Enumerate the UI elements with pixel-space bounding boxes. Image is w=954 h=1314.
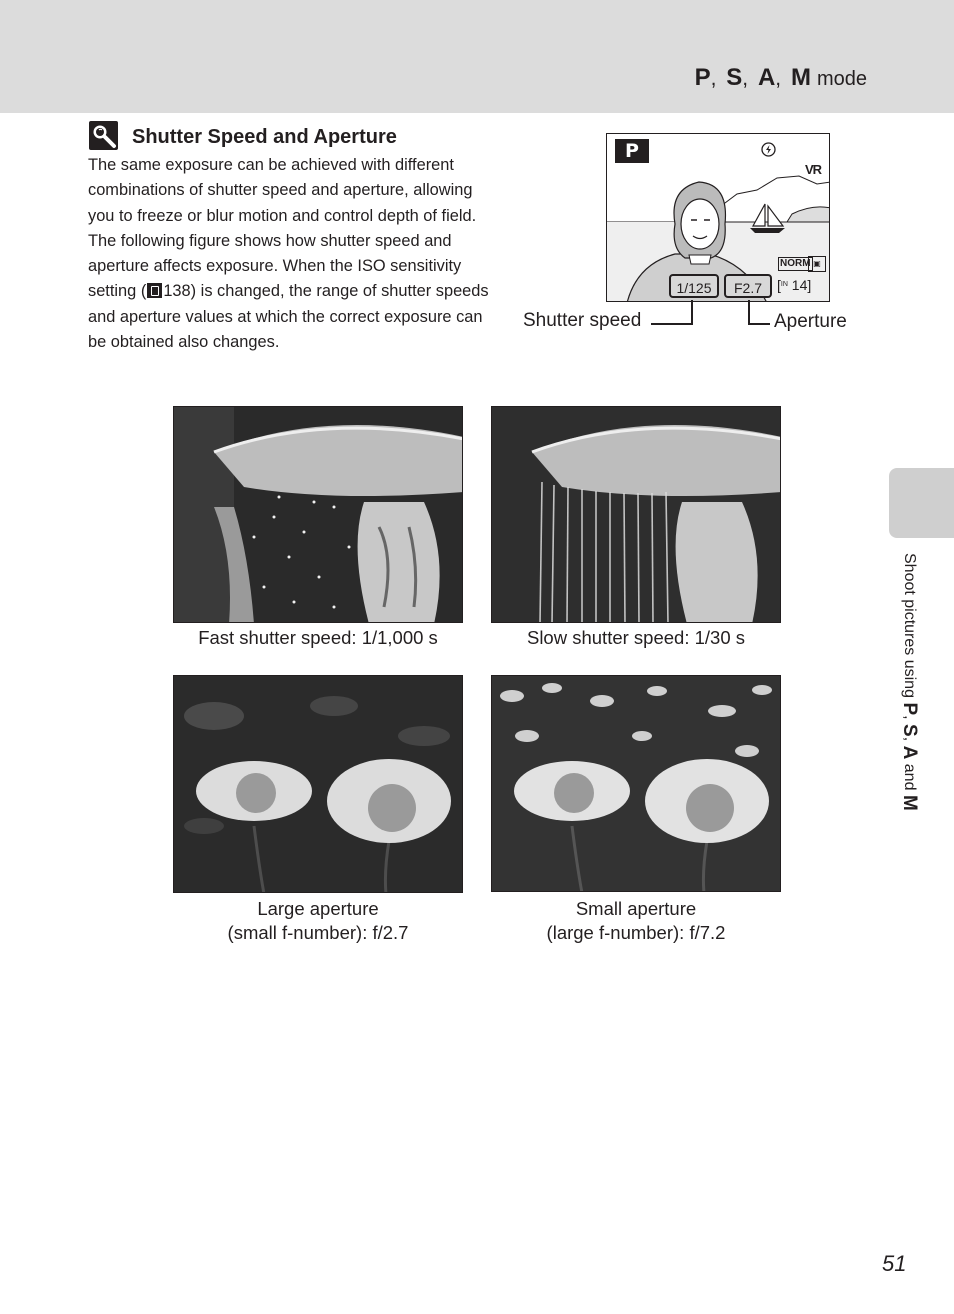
page-header-band (0, 0, 954, 113)
side-letter-p: P (899, 702, 920, 716)
body-line: The same exposure can be achieved with different (88, 156, 454, 174)
mode-letter-a: A (757, 64, 776, 91)
shooting-mode-indicator: P (615, 139, 649, 163)
page-reference-icon (147, 283, 162, 298)
body-line: be obtained also changes. (88, 333, 280, 352)
aperture-label: Aperture (774, 311, 847, 332)
body-line: combinations of shutter speed and aperture, allowing (88, 181, 473, 200)
aperture-leader-line (748, 300, 770, 325)
body-line-with-reference (88, 279, 508, 304)
chapter-side-label: Shoot pictures using P, S, A and M (899, 553, 920, 811)
side-label-joiner: and (901, 763, 918, 791)
flash-auto-icon (761, 142, 776, 157)
fountain-slow-shutter-photo (491, 406, 781, 623)
vibration-reduction-indicator: VR (805, 162, 822, 177)
image-quality-indicator: NORM (780, 258, 811, 269)
mode-letter-s: S (726, 64, 743, 91)
section-heading: Shutter Speed and Aperture (132, 126, 397, 148)
flowers-large-aperture-photo (173, 675, 463, 893)
side-letter-s: S (899, 724, 920, 737)
mode-letter-p: P (694, 64, 711, 91)
body-line-pre: setting ( (88, 282, 147, 301)
shutter-speed-value: 1/125 (669, 274, 719, 298)
side-letter-m: M (899, 794, 920, 811)
shutter-speed-leader-line (651, 300, 693, 325)
chapter-thumb-tab (889, 468, 954, 538)
frames-remaining-count: 14 (791, 277, 808, 293)
body-paragraph (88, 153, 508, 355)
body-line: aperture affects exposure. When the ISO sensitivity (88, 257, 462, 276)
body-line: you to freeze or blur motion and control depth of field. (88, 206, 477, 225)
internal-memory-icon: IN (780, 281, 788, 288)
fountain-fast-shutter-photo (173, 406, 463, 623)
caption-line: (large f-number): f/7.2 (546, 922, 726, 943)
camera-monitor-illustration (606, 133, 830, 302)
body-line: and aperture values at which the correct exposure can (88, 307, 483, 326)
figure-caption-slow-shutter: Slow shutter speed: 1/30 s (526, 627, 746, 648)
figure-caption-small-aperture (491, 897, 781, 945)
page-number: 51 (882, 1251, 907, 1276)
aperture-value: F2.7 (724, 274, 772, 298)
body-line: The following figure shows how shutter speed and (88, 231, 452, 250)
caption-line: (small f-number): f/2.7 (227, 922, 409, 943)
side-label-text: Shoot pictures using (901, 553, 918, 698)
mode-letter-m: M (790, 64, 811, 91)
caption-line: Large aperture (257, 898, 379, 919)
mode-word: mode (816, 68, 867, 90)
figure-caption-large-aperture (173, 897, 463, 945)
body-line-post: 138) is changed, the range of shutter speeds (163, 282, 489, 301)
caption-line: Small aperture (575, 898, 697, 919)
flowers-small-aperture-photo (491, 675, 781, 892)
frames-remaining: [$^{IN}$ 14] (777, 277, 812, 293)
shutter-speed-label: Shutter speed (523, 310, 642, 331)
figure-caption-fast-shutter: Fast shutter speed: 1/1,000 s (198, 627, 438, 648)
image-size-icon: ▣ (808, 256, 826, 272)
tip-magnifier-icon (89, 121, 118, 150)
side-letter-a: A (899, 745, 920, 760)
chapter-title: P , S , A , M mode (694, 64, 867, 91)
